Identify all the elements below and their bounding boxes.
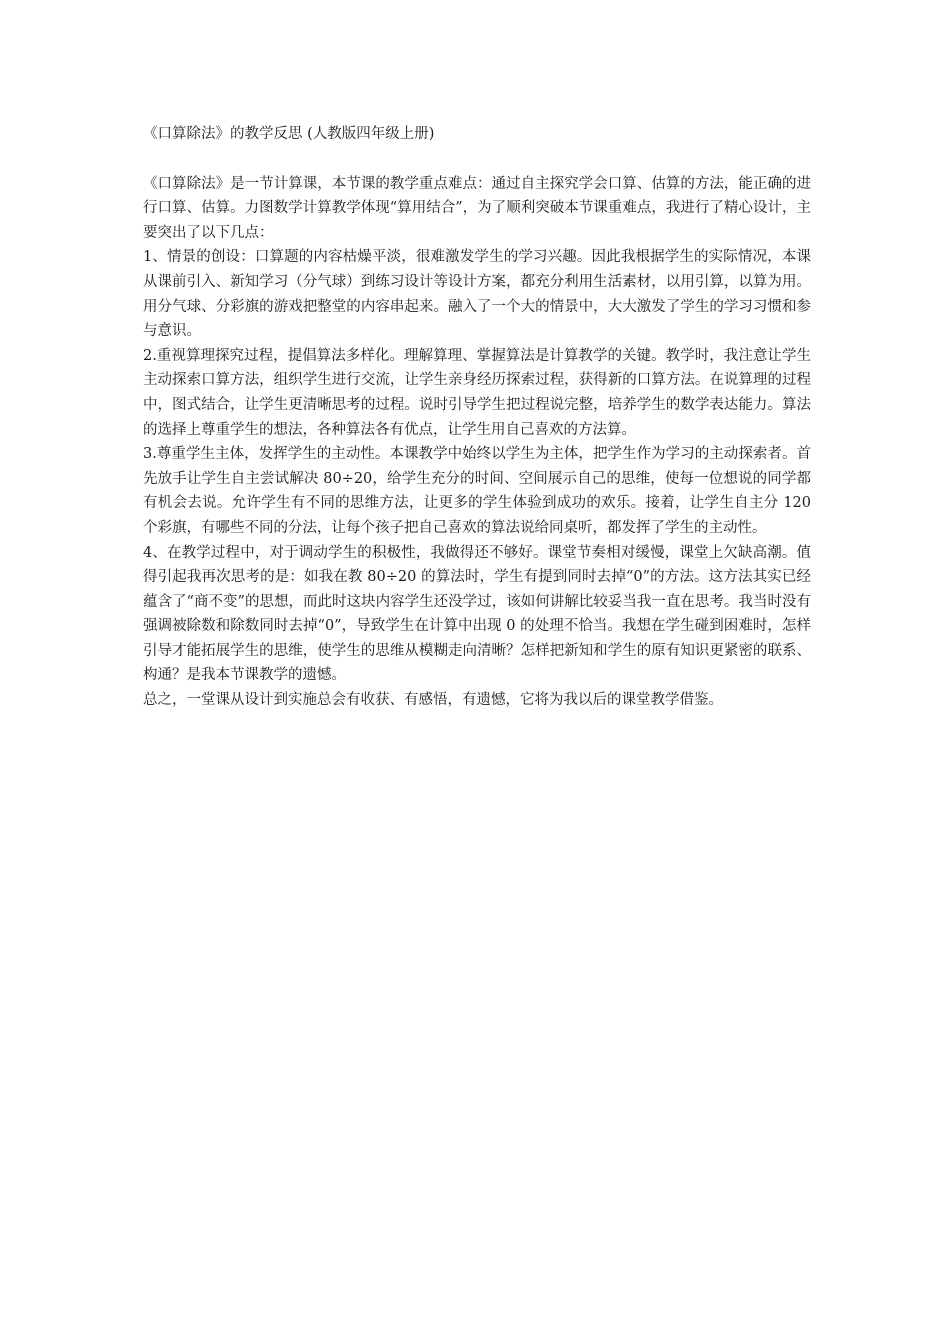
paragraph-intro: 《口算除法》是一节计算课，本节课的教学重点难点：通过自主探究学会口算、估算的方法，能正确的进行口算、估算。力图数学计算教学体现“算用结合”，为了顺利突破本节课重难点，我进行了精心设计，主要突出了以下几点： xyxy=(143,175,811,241)
paragraph-point-3: 3.尊重学生主体，发挥学生的主动性。本课教学中始终以学生为主体，把学生作为学习的主动探索者。首先放手让学生自主尝试解决 80÷20，给学生充分的时间、空间展示自己的思维，使每一位想说的同学都有机会去说。允许学生有不同的思维方法，让更多的学生体验到成功的欢乐。接着，让学生自主分 120 个彩旗，有哪些不同的分法，让每个孩子把自己喜欢的算法说给同桌听，都发挥了学生的主动性。 xyxy=(143,446,811,536)
paragraph-point-2: 2.重视算理探究过程，提倡算法多样化。理解算理、掌握算法是计算教学的关键。教学时，我注意让学生主动探索口算方法，组织学生进行交流，让学生亲身经历探索过程，获得新的口算方法。在说算理的过程中，图式结合，让学生更清晰思考的过程。说时引导学生把过程说完整，培养学生的数学表达能力。算法的选择上尊重学生的想法，各种算法各有优点，让学生用自己喜欢的方法算。 xyxy=(143,347,811,438)
document-body xyxy=(143,122,811,713)
paragraph-conclusion: 总之，一堂课从设计到实施总会有收获、有感悟，有遗憾，它将为我以后的课堂教学借鉴。 xyxy=(143,692,723,709)
paragraph-point-1: 1、情景的创设：口算题的内容枯燥平淡，很难激发学生的学习兴趣。因此我根据学生的实际情况，本课从课前引入、新知学习（分气球）到练习设计等设计方案，都充分利用生活素材，以用引算，以算为用。用分气球、分彩旗的游戏把整堂的内容串起来。融入了一个大的情景中，大大激发了学生的学习习惯和参与意识。 xyxy=(143,249,811,340)
paragraph-point-4: 4、在教学过程中，对于调动学生的积极性，我做得还不够好。课堂节奏相对缓慢，课堂上欠缺高潮。值得引起我再次思考的是：如我在教 80÷20 的算法时，学生有提到同时去掉“0”的方法。这方法其实已经蕴含了“商不变”的思想，而此时这块内容学生还没学过，该如何讲解比较妥当我一直在思考。我当时没有强调被除数和除数同时去掉“0”，导致学生在计算中出现 0 的处理不恰当。我想在学生碰到困难时，怎样引导才能拓展学生的思维，使学生的思维从模糊走向清晰？怎样把新知和学生的原有知识更紧密的联系、构通？是我本节课教学的遗憾。 xyxy=(143,544,811,684)
document-title: 《口算除法》的教学反思 (人教版四年级上册) xyxy=(143,126,435,142)
